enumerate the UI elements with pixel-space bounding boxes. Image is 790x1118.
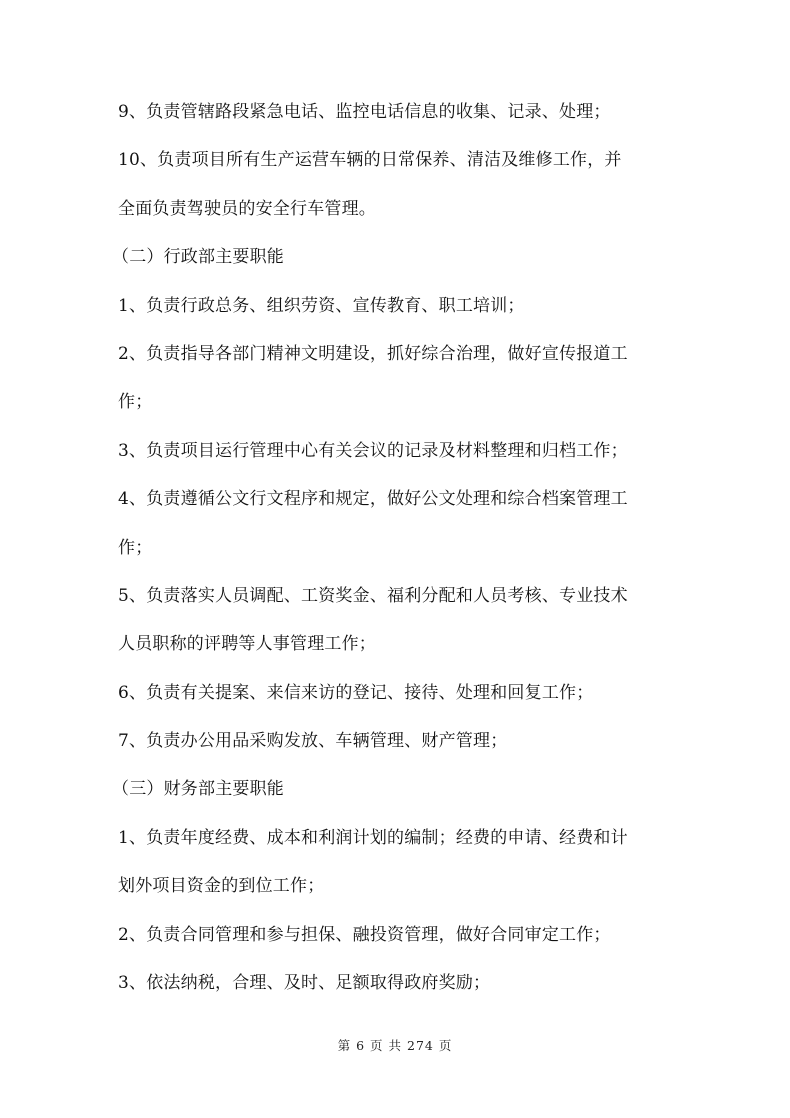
text-line: 2、负责合同管理和参与担保、融投资管理，做好合同审定工作；: [118, 924, 611, 945]
section-heading: （二）行政部主要职能: [112, 247, 284, 268]
text-line: 人员职称的评聘等人事管理工作；: [118, 634, 376, 655]
text-line: 3、依法纳税，合理、及时、足额取得政府奖励；: [118, 973, 491, 994]
text-line: 2、负责指导各部门精神文明建设，抓好综合治理，做好宣传报道工: [118, 343, 628, 364]
text-line: 9、负责管辖路段紧急电话、监控电话信息的收集、记录、处理；: [118, 102, 611, 122]
text-line: 全面负责驾驶员的安全行车管理。: [118, 198, 376, 219]
section-heading: （三）财务部主要职能: [112, 779, 284, 800]
text-line: 1、负责行政总务、组织劳资、宣传教育、职工培训；: [118, 295, 525, 316]
text-line: 7、负责办公用品采购发放、车辆管理、财产管理；: [118, 731, 508, 752]
text-line: 3、负责项目运行管理中心有关会议的记录及材料整理和归档工作；: [118, 440, 628, 461]
text-line: 4、负责遵循公文行文程序和规定，做好公文处理和综合档案管理工: [118, 489, 628, 510]
text-line: 10、负责项目所有生产运营车辆的日常保养、清洁及维修工作，并: [118, 150, 622, 171]
text-line: 划外项目资金的到位工作；: [118, 876, 325, 897]
text-line: 6、负责有关提案、来信来访的登记、接待、处理和回复工作；: [118, 682, 594, 703]
document-body: [112, 88, 678, 1007]
text-line: 5、负责落实人员调配、工资奖金、福利分配和人员考核、专业技术: [118, 585, 628, 606]
text-line: 1、负责年度经费、成本和利润计划的编制；经费的申请、经费和计: [118, 827, 628, 848]
page-number-footer: 第 6 页 共 274 页: [337, 1038, 453, 1053]
text-line: 作；: [118, 392, 153, 413]
text-line: 作；: [118, 537, 153, 558]
